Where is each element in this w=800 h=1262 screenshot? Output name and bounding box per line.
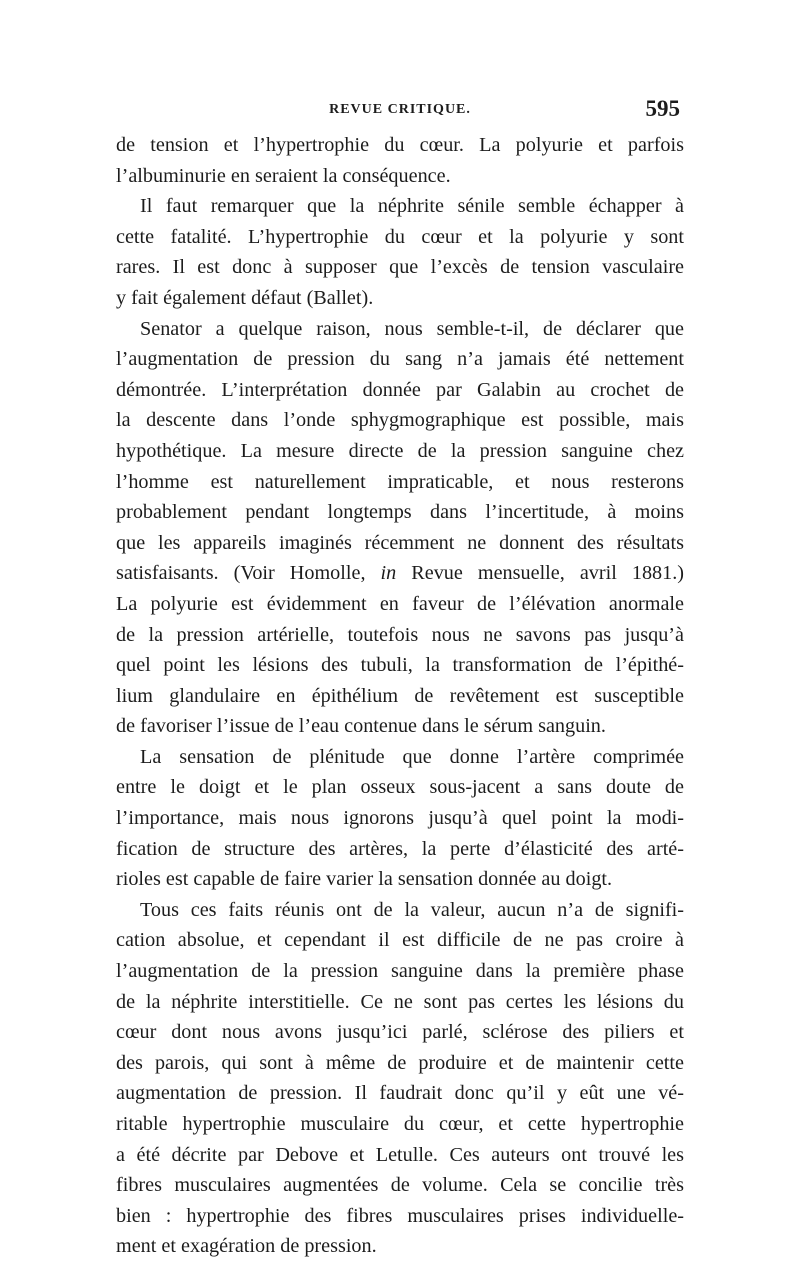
text-line xyxy=(116,834,684,865)
text-line-segment: cation absolue, et cependant il est difficile de ne pas croire à xyxy=(116,929,684,952)
text-line xyxy=(116,925,684,956)
body-text xyxy=(116,130,684,1262)
text-line-segment: hypothétique. La mesure directe de la pression sanguine chez xyxy=(116,439,684,462)
text-line-segment: Il faut remarquer que la néphrite sénile semble échapper à xyxy=(140,195,684,218)
text-line-segment: Revue mensuelle, avril 1881.) xyxy=(396,562,685,585)
text-line xyxy=(116,375,684,406)
text-line xyxy=(116,650,684,681)
text-line xyxy=(116,252,684,283)
page-number: 595 xyxy=(645,96,680,121)
text-line-segment: de tension et l’hypertrophie du cœur. La polyurie et parfois xyxy=(116,134,684,156)
text-line-segment: rares. Il est donc à supposer que l’excès de tension vasculaire xyxy=(116,256,684,279)
text-line-segment: la descente dans l’onde sphygmographique est possible, mais xyxy=(116,409,684,432)
text-line-segment: démontrée. L’interprétation donnée par Galabin au crochet de xyxy=(116,378,684,401)
text-line-segment: fication de structure des artères, la perte d’élasticité des arté- xyxy=(116,837,684,860)
text-line xyxy=(116,314,684,345)
text-line-segment: l’augmentation de la pression sanguine dans la première phase xyxy=(116,960,684,983)
text-line-segment: y fait également défaut (Ballet). xyxy=(116,286,374,309)
text-line-segment: augmentation de pression. Il faudrait donc qu’il y eût une vé- xyxy=(116,1082,684,1105)
text-line-segment: de la néphrite interstitielle. Ce ne sont pas certes les lésions du xyxy=(116,990,684,1013)
text-line-segment: l’albuminurie en seraient la conséquence. xyxy=(116,164,451,187)
text-line-segment: entre le doigt et le plan osseux sous-jacent a sans doute de xyxy=(116,776,684,799)
text-line-segment: fibres musculaires augmentées de volume. Cela se concilie très xyxy=(116,1174,684,1197)
text-line xyxy=(116,1170,684,1201)
text-line-segment: l’augmentation de pression du sang n’a jamais été nettement xyxy=(116,348,684,371)
text-line-segment: La sensation de plénitude que donne l’artère comprimée xyxy=(140,745,684,768)
text-line-segment: satisfaisants. (Voir Homolle, xyxy=(116,562,381,585)
text-line-segment: cette fatalité. L’hypertrophie du cœur et la polyurie y sont xyxy=(116,225,684,248)
text-line xyxy=(116,681,684,712)
running-head xyxy=(118,98,682,128)
text-line xyxy=(116,589,684,620)
text-line xyxy=(116,344,684,375)
text-line xyxy=(116,558,684,589)
text-line xyxy=(116,1017,684,1048)
text-line-segment: des parois, qui sont à même de produire et de maintenir cette xyxy=(116,1051,684,1074)
text-line xyxy=(116,803,684,834)
text-line-segment: quel point les lésions des tubuli, la transformation de l’épithé- xyxy=(116,654,684,677)
italic-word: in xyxy=(380,562,397,585)
text-line-segment: l’homme est naturellement impraticable, et nous resterons xyxy=(116,470,684,493)
text-line-segment: l’importance, mais nous ignorons jusqu’à quel point la modi- xyxy=(116,807,684,830)
text-line-segment: bien : hypertrophie des fibres musculaires prises individuelle- xyxy=(116,1204,684,1227)
text-line-segment: ment et exagération de pression. xyxy=(116,1235,377,1258)
text-line-segment: Senator a quelque raison, nous semble-t-il, de déclarer que xyxy=(140,317,684,340)
text-line xyxy=(116,1231,684,1262)
text-line xyxy=(116,436,684,467)
text-line xyxy=(116,283,684,314)
text-line xyxy=(116,956,684,987)
text-line xyxy=(116,130,684,161)
text-line xyxy=(116,161,684,192)
text-line xyxy=(116,467,684,498)
text-line-segment: de la pression artérielle, toutefois nous ne savons pas jusqu’à xyxy=(116,623,684,646)
text-line-segment: rioles est capable de faire varier la sensation donnée au doigt. xyxy=(116,868,613,891)
text-line xyxy=(116,191,684,222)
text-line xyxy=(116,1201,684,1232)
text-line-segment: que les appareils imaginés récemment ne donnent des résultats xyxy=(116,531,684,554)
text-line xyxy=(116,222,684,253)
text-line xyxy=(116,405,684,436)
running-title: REVUE CRITIQUE. xyxy=(329,102,471,117)
text-line-segment: a été décrite par Debove et Letulle. Ces auteurs ont trouvé les xyxy=(116,1143,684,1166)
text-line xyxy=(116,1109,684,1140)
text-line xyxy=(116,497,684,528)
text-line-segment: de favoriser l’issue de l’eau contenue dans le sérum sanguin. xyxy=(116,715,606,738)
text-line xyxy=(116,772,684,803)
text-line-segment: lium glandulaire en épithélium de revêtement est susceptible xyxy=(116,684,684,707)
text-line-segment: ritable hypertrophie musculaire du cœur, et cette hypertrophie xyxy=(116,1113,684,1135)
text-line xyxy=(116,1140,684,1171)
text-line xyxy=(116,1048,684,1079)
text-line xyxy=(116,987,684,1018)
text-line xyxy=(116,711,684,742)
text-line xyxy=(116,1078,684,1109)
text-line-segment: probablement pendant longtemps dans l’incertitude, à moins xyxy=(116,501,684,524)
text-line xyxy=(116,620,684,651)
text-line-segment: La polyurie est évidemment en faveur de l’élévation anormale xyxy=(116,592,684,615)
text-line-segment: Tous ces faits réunis ont de la valeur, aucun n’a de signifi- xyxy=(140,898,684,921)
text-line-segment: cœur dont nous avons jusqu’ici parlé, sclérose des piliers et xyxy=(116,1021,684,1044)
text-line xyxy=(116,895,684,926)
text-line xyxy=(116,528,684,559)
text-line xyxy=(116,864,684,895)
text-line xyxy=(116,742,684,773)
